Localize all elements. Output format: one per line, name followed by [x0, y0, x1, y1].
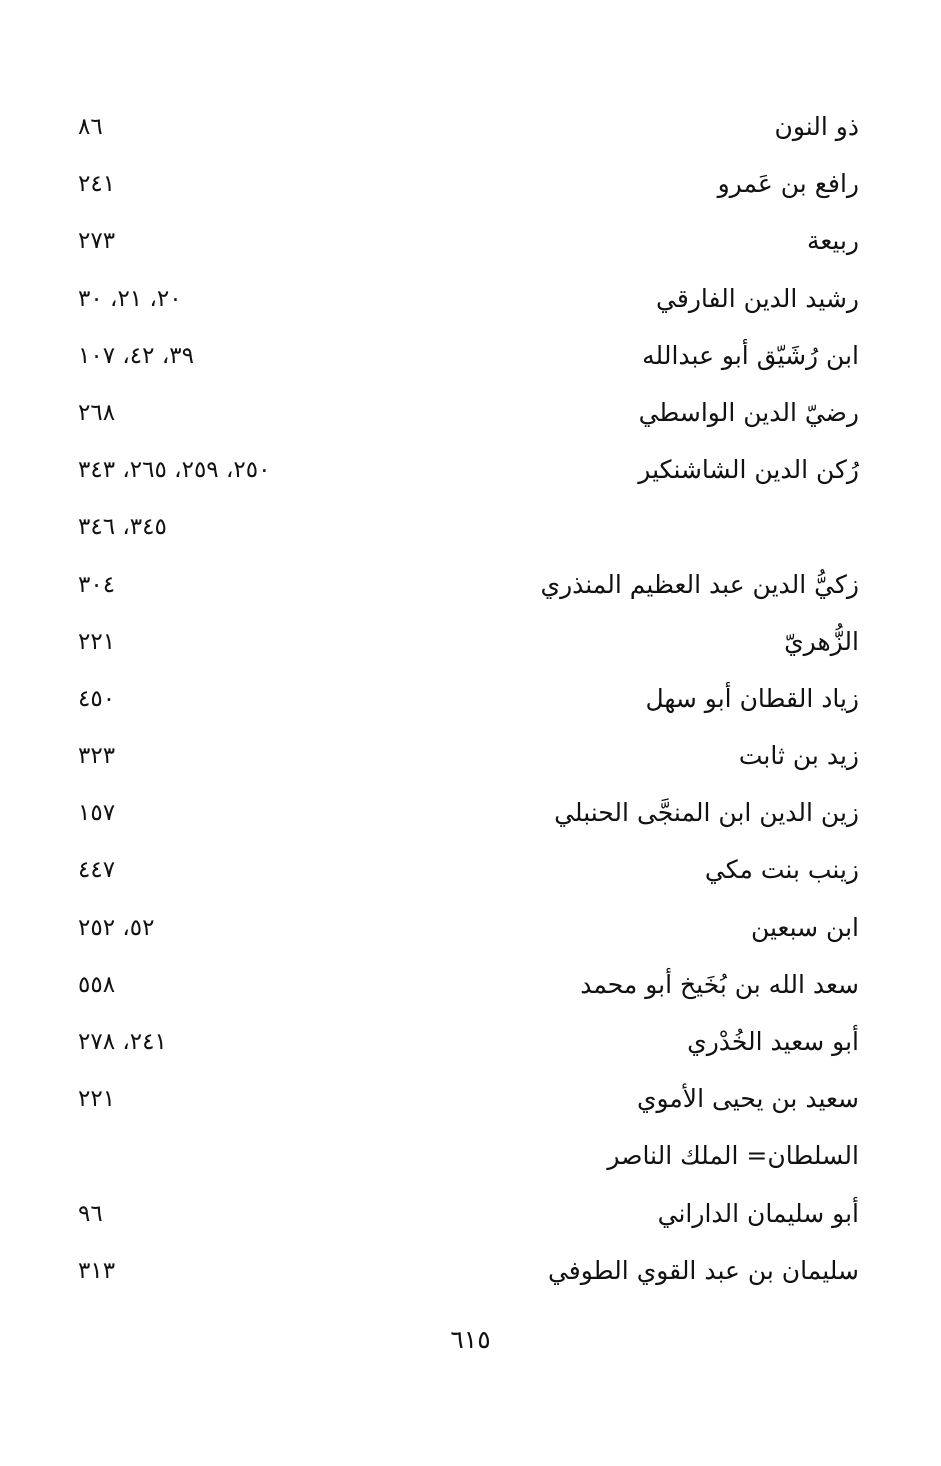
- entry-pages: ٨٦: [78, 114, 103, 140]
- index-entry: [0, 442, 941, 499]
- entry-pages: ٢٢١: [78, 1086, 116, 1113]
- index-entry-cross-reference: [0, 1128, 941, 1185]
- entry-pages: ٢٥٠، ٢٥٩، ٢٦٥، ٣٤٣: [78, 457, 271, 484]
- entry-name: سليمان بن عبد القوي الطوفي: [547, 1255, 859, 1285]
- index-entry: [0, 785, 941, 842]
- index-entry: [0, 271, 941, 328]
- entry-pages: ١٥٧: [78, 800, 116, 827]
- index-entry: [0, 385, 941, 442]
- index-entry: [0, 614, 941, 671]
- index-entry: [0, 156, 941, 213]
- entry-name: زياد القطان أبو سهل: [645, 683, 859, 713]
- entry-name: زينب بنت مكي: [704, 855, 859, 885]
- page-number: ٦١٥: [450, 1325, 491, 1354]
- entry-pages: ٣٢٣: [78, 743, 116, 770]
- entry-pages: ٣٩، ٤٢، ١٠٧: [78, 342, 194, 369]
- index-entry: [0, 900, 941, 957]
- entry-pages: ٤٥٠: [78, 685, 116, 712]
- index-entry: [0, 213, 941, 270]
- entry-name: السلطان= الملك الناصر: [607, 1141, 859, 1171]
- entry-name: رشيد الدين الفارقي: [656, 283, 859, 313]
- entry-pages: ٢٤١، ٢٧٨: [78, 1029, 167, 1055]
- entry-pages: ٩٦: [78, 1200, 103, 1227]
- entry-pages: ٢٦٨: [78, 399, 116, 426]
- index-entry: [0, 557, 941, 614]
- index-entry: [0, 728, 941, 785]
- index-entry: [0, 1014, 941, 1071]
- entry-name: سعيد بن يحيى الأموي: [636, 1084, 859, 1114]
- entry-name: ذو النون: [774, 112, 859, 141]
- entry-pages: ٣٠٤: [78, 571, 116, 598]
- entry-name: ابن سبعين: [750, 912, 859, 942]
- index-entry: [0, 1071, 941, 1128]
- entry-pages: ٥٢، ٢٥٢: [78, 914, 155, 941]
- entry-pages: ٤٤٧: [78, 857, 116, 884]
- entry-name: أبو سليمان الداراني: [657, 1198, 859, 1228]
- entry-name: زين الدين ابن المنجَّى الحنبلي: [554, 798, 859, 828]
- index-list: [0, 99, 941, 1300]
- entry-pages: ٢٠، ٢١، ٣٠: [78, 285, 182, 312]
- index-entry: [0, 99, 941, 156]
- entry-name: زكيُّ الدين عبد العظيم المنذري: [540, 569, 859, 599]
- entry-pages: ٢٤١: [78, 171, 116, 198]
- entry-name: رُكن الدين الشاشنكير: [638, 455, 859, 485]
- entry-name: زيد بن ثابت: [738, 741, 859, 771]
- entry-pages: ٣١٣: [78, 1257, 116, 1284]
- entry-pages: ٣٤٥، ٣٤٦: [78, 514, 167, 541]
- entry-name: رضيّ الدين الواسطي: [638, 397, 859, 427]
- entry-name: ربيعة: [806, 226, 859, 256]
- entry-name: سعد الله بن بُخَيخ أبو محمد: [580, 969, 859, 999]
- entry-name: ابن رُشَيّق أبو عبدالله: [642, 340, 859, 370]
- entry-name: رافع بن عَمرو: [717, 169, 859, 199]
- index-entry: [0, 842, 941, 899]
- index-entry: [0, 671, 941, 728]
- index-entry: [0, 1243, 941, 1300]
- index-entry: [0, 957, 941, 1014]
- index-entry: [0, 1186, 941, 1243]
- index-entry-continuation: [0, 499, 941, 556]
- entry-pages: ٥٥٨: [78, 971, 116, 998]
- index-entry: [0, 328, 941, 385]
- entry-name: أبو سعيد الخُدْري: [687, 1027, 859, 1056]
- entry-pages: ٢٢١: [78, 628, 116, 655]
- entry-name: الزُّهريّ: [784, 626, 859, 656]
- entry-pages: ٢٧٣: [78, 228, 116, 255]
